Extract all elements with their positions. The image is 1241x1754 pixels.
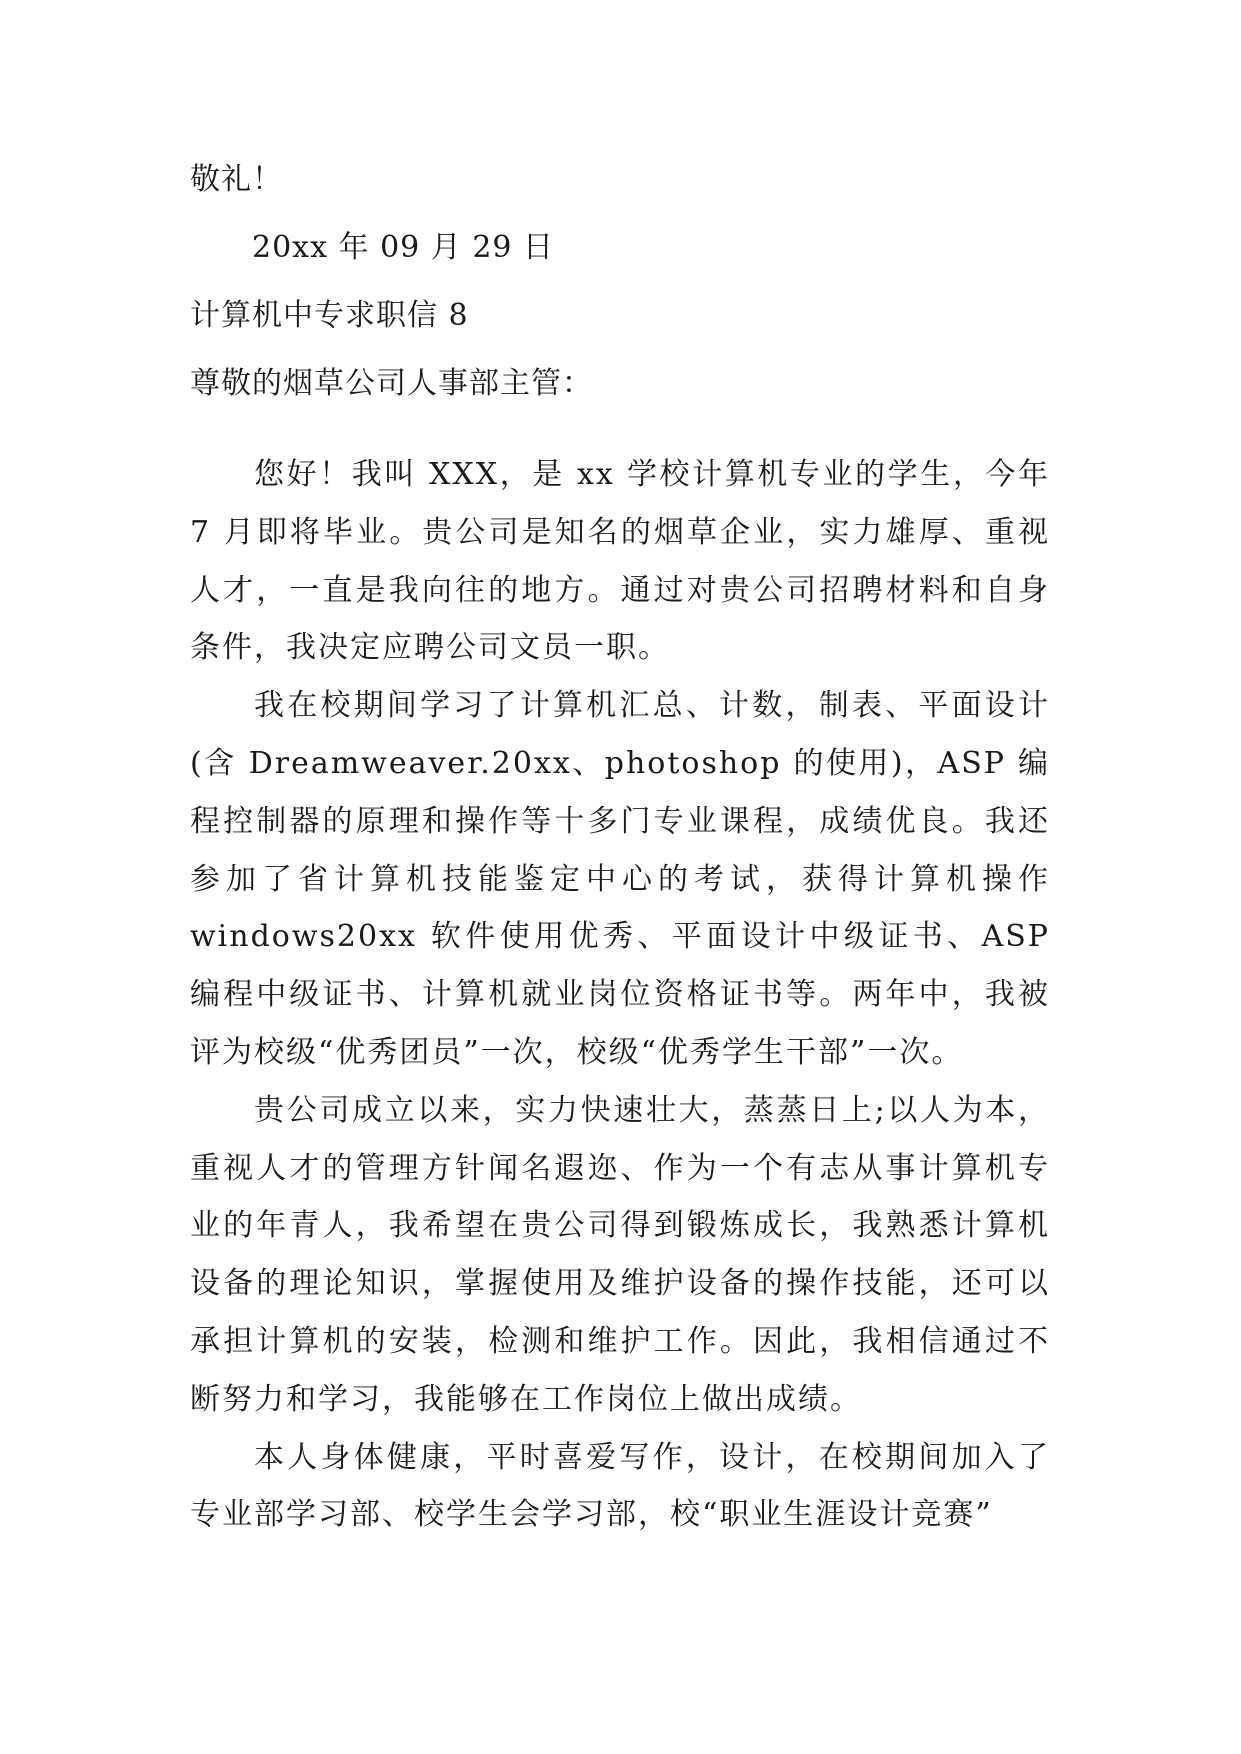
letter-greeting: 尊敬的烟草公司人事部主管： [190, 366, 593, 401]
letter-body [190, 446, 1050, 1544]
closing-date: 20xx 年 09 月 29 日 [252, 230, 555, 265]
body-paragraph-4: 本人身体健康，平时喜爱写作，设计，在校期间加入了专业部学习部、校学生会学习部，校“职业生涯设计竞赛” [190, 1439, 1050, 1533]
body-paragraph-2: 我在校期间学习了计算机汇总、计数，制表、平面设计(含 Dreamweaver.20xx、photoshop 的使用)，ASP 编程控制器的原理和操作等十多门专业课程，成绩优良。我还参加了省计算机技能鉴定中心的考试，获得计算机操作 windows20xx 软件使用优秀、平面设计中级证书、ASP 编程中级证书、计算机就业岗位资格证书等。两年中，我被评为校级“优秀团员”一次，校级“优秀学生干部”一次。 [190, 688, 1050, 1070]
body-paragraph-1: 您好！我叫 XXX，是 xx 学校计算机专业的学生，今年 7 月即将毕业。贵公司是知名的烟草企业，实力雄厚、重视人才，一直是我向往的地方。通过对贵公司招聘材料和自身条件，我决定应聘公司文员一职。 [190, 457, 1050, 666]
closing-salutation: 敬礼！ [190, 162, 283, 197]
letter-title: 计算机中专求职信 8 [190, 298, 469, 333]
body-paragraph-3: 贵公司成立以来，实力快速壮大，蒸蒸日上;以人为本，重视人才的管理方针闻名遐迩、作为一个有志从事计算机专业的年青人，我希望在贵公司得到锻炼成长，我熟悉计算机设备的理论知识，掌握使用及维护设备的操作技能，还可以承担计算机的安装，检测和维护工作。因此，我相信通过不断努力和学习，我能够在工作岗位上做出成绩。 [190, 1092, 1050, 1417]
